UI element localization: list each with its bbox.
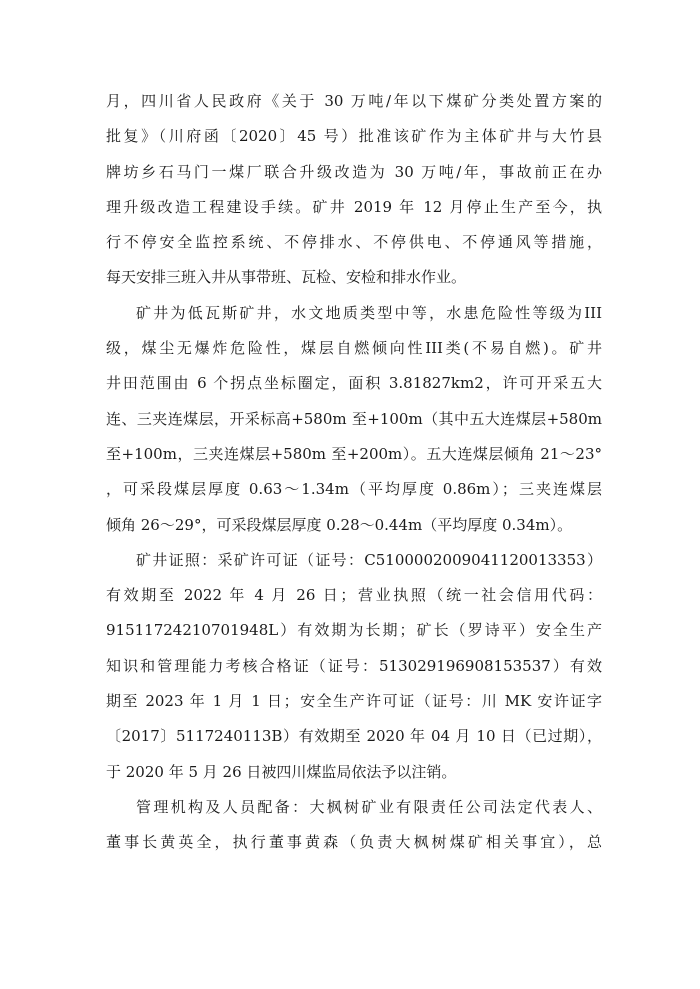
paragraph-3	[106, 543, 602, 790]
text-line: 期至 2023 年 1 月 1 日；安全生产许可证（证号：川 MK 安许证字	[106, 692, 602, 711]
document-body	[106, 84, 602, 861]
text-line: 至+100m，三夹连煤层+580m 至+200m）。五大连煤层倾角 21～23°	[106, 444, 602, 463]
text-line: 级，煤尘无爆炸危险性，煤层自燃倾向性III类(不易自燃)。矿井	[106, 339, 602, 358]
text-line: 连、三夹连煤层，开采标高+580m 至+100m（其中五大连煤层+580m	[106, 409, 602, 428]
text-line: 行不停安全监控系统、不停排水、不停供电、不停通风等措施，	[106, 233, 602, 252]
paragraph-1	[106, 84, 602, 296]
text-line: 矿井证照：采矿许可证（证号：C5100002009041120013353）	[136, 550, 602, 569]
text-line: ，可采段煤层厚度 0.63～1.34m（平均厚度 0.86m）；三夹连煤层	[106, 480, 602, 499]
text-line: 于 2020 年 5 月 26 日被四川煤监局依法予以注销。	[106, 762, 457, 781]
text-line: 理升级改造工程建设手续。矿井 2019 年 12 月停止生产至今，执	[106, 197, 602, 216]
text-line: 矿井为低瓦斯矿井，水文地质类型中等，水患危险性等级为III	[136, 303, 602, 322]
text-line: 知识和管理能力考核合格证（证号：513029196908153537）有效	[106, 656, 602, 675]
text-line: 有效期至 2022 年 4 月 26 日；营业执照（统一社会信用代码：	[106, 586, 602, 605]
text-line: 91511724210701948L）有效期为长期；矿长（罗诗平）安全生产	[106, 621, 602, 640]
text-line: 管理机构及人员配备：大枫树矿业有限责任公司法定代表人、	[136, 797, 602, 816]
text-line: 倾角 26～29°，可采段煤层厚度 0.28～0.44m（平均厚度 0.34m）。	[106, 515, 573, 534]
text-line: 牌坊乡石马门一煤厂联合升级改造为 30 万吨/年，事故前正在办	[106, 162, 602, 181]
text-line: 董事长黄英全，执行董事黄森（负责大枫树煤矿相关事宜），总	[106, 833, 602, 852]
paragraph-4	[106, 790, 602, 861]
text-line: 〔2017〕5117240113B）有效期至 2020 年 04 月 10 日（已过期），	[106, 727, 602, 746]
text-line: 井田范围由 6 个拐点坐标圈定，面积 3.81827km2，许可开采五大	[106, 374, 602, 393]
paragraph-2	[106, 296, 602, 543]
text-line: 批复》（川府函〔2020〕45 号）批准该矿作为主体矿井与大竹县	[106, 127, 602, 146]
text-line: 每天安排三班入井从事带班、瓦检、安检和排水作业。	[106, 268, 467, 287]
text-line: 月，四川省人民政府《关于 30 万吨/年以下煤矿分类处置方案的	[106, 92, 602, 110]
